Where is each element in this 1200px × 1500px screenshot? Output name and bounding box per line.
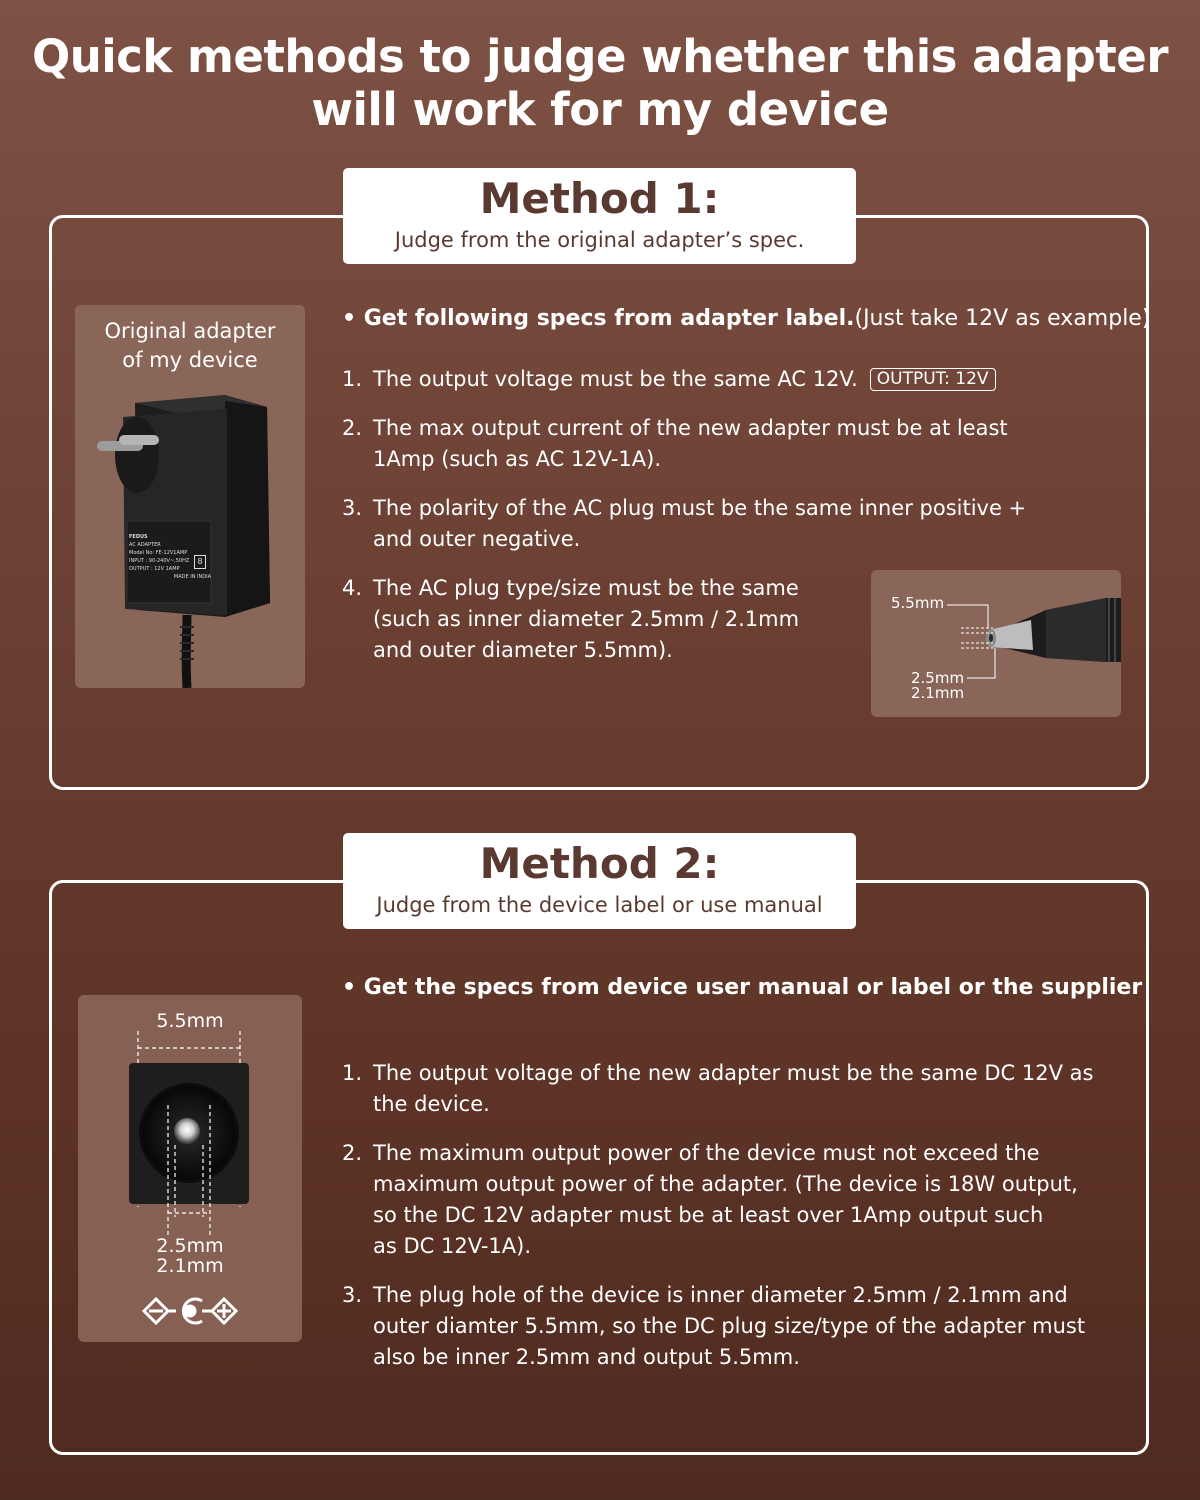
power-adapter-image [75, 305, 305, 688]
dc-plug-image [871, 570, 1121, 717]
item-number: 2. [342, 416, 363, 440]
item-number: 2. [342, 1141, 363, 1165]
original-adapter-label-line-1: Original adapter [104, 319, 276, 343]
adapter-label-line-3: INPUT : 90-240V~,50HZ [129, 558, 190, 564]
item-number: 4. [342, 576, 363, 600]
item-text-line: also be inner 2.5mm and output 5.5mm. [373, 1345, 800, 1369]
plug-inner-diameter-2: 2.1mm [911, 684, 965, 702]
output-badge: OUTPUT: 12V [870, 368, 996, 391]
adapter-mark-icon: 8 [194, 555, 206, 569]
item-text-line: The AC plug type/size must be the same [373, 576, 799, 600]
item-text-line: The plug hole of the device is inner diameter 2.5mm / 2.1mm and [373, 1283, 1068, 1307]
dc-plug-card [871, 570, 1121, 717]
method-1-item-2 [342, 413, 1008, 475]
item-text-line: as DC 12V-1A). [373, 1234, 532, 1258]
item-text-line: (such as inner diameter 2.5mm / 2.1mm [373, 607, 800, 631]
item-text-line: The output voltage of the new adapter must be the same DC 12V as [373, 1061, 1094, 1085]
item-text-line: the device. [373, 1092, 490, 1116]
title-line-1: Quick methods to judge whether this adapter [31, 30, 1169, 83]
item-number: 3. [342, 496, 363, 520]
method-1-item-1 [342, 364, 996, 395]
method-1-heading-box [343, 168, 856, 264]
adapter-label-line-4: OUTPUT : 12V 1AMP [129, 566, 180, 572]
page-title [0, 30, 1200, 136]
method-2-item-2 [342, 1138, 1078, 1262]
item-text-line: The polarity of the AC plug must be the same inner positive + [373, 496, 1027, 520]
adapter-made-in: MADE IN INDIA [173, 574, 211, 580]
method-2-item-3 [342, 1280, 1085, 1373]
jack-inner-diameter-1: 2.5mm [156, 1235, 224, 1257]
item-text-line: so the DC 12V adapter must be at least over 1Amp output such [373, 1203, 1044, 1227]
method-1-bullet-note: (Just take 12V as example) [854, 306, 1151, 331]
method-1-item-4 [342, 573, 799, 666]
item-text-line: outer diamter 5.5mm, so the DC plug size/type of the adapter must [373, 1314, 1086, 1338]
method-2-item-1 [342, 1058, 1093, 1120]
method-2-title: Method 2: [479, 839, 720, 888]
method-2-heading-box [343, 833, 856, 929]
title-line-2: will work for my device [311, 83, 889, 136]
method-1-subtitle: Judge from the original adapter’s spec. [394, 228, 805, 252]
method-2-subtitle: Judge from the device label or use manual [376, 893, 823, 917]
method-2-bullet-bold: Get the specs from device user manual or label or the supplier [363, 975, 1143, 1000]
adapter-brand: FEDUS [129, 534, 148, 540]
jack-inner-diameter-2: 2.1mm [156, 1255, 224, 1277]
method-1-bullet-bold: Get following specs from adapter label. [363, 306, 855, 331]
item-text-line: 1Amp (such as AC 12V-1A). [373, 447, 662, 471]
item-text: The output voltage must be the same AC 12V. [373, 367, 858, 391]
adapter-label-line-2: Model No: FE-12V1AMP [129, 550, 188, 556]
method-1-bullet: • Get following specs from adapter label.(Just take 12V as example) [342, 306, 1151, 331]
item-text-line: The maximum output power of the device must not exceed the [373, 1141, 1040, 1165]
method-1-item-3 [342, 493, 1026, 555]
method-1-title: Method 1: [479, 174, 720, 223]
original-adapter-card [75, 305, 305, 688]
jack-outer-diameter: 5.5mm [156, 1010, 224, 1032]
item-text-line: and outer diameter 5.5mm). [373, 638, 673, 662]
plug-outer-diameter: 5.5mm [891, 594, 945, 612]
item-number: 1. [342, 1061, 363, 1085]
dc-jack-card [78, 995, 302, 1342]
item-number: 1. [342, 367, 363, 391]
item-number: 3. [342, 1283, 363, 1307]
method-2-bullet: • Get the specs from device user manual or label or the supplier [342, 975, 1143, 1000]
item-text-line: and outer negative. [373, 527, 581, 551]
plug-inner-diameter-1: 2.5mm [911, 669, 965, 687]
adapter-label-line-1: AC ADAPTER [129, 542, 161, 548]
item-text-line: The max output current of the new adapter must be at least [373, 416, 1008, 440]
original-adapter-label-line-2: of my device [122, 348, 258, 372]
item-text-line: maximum output power of the adapter. (The device is 18W output, [373, 1172, 1078, 1196]
dc-jack-image [78, 995, 302, 1342]
